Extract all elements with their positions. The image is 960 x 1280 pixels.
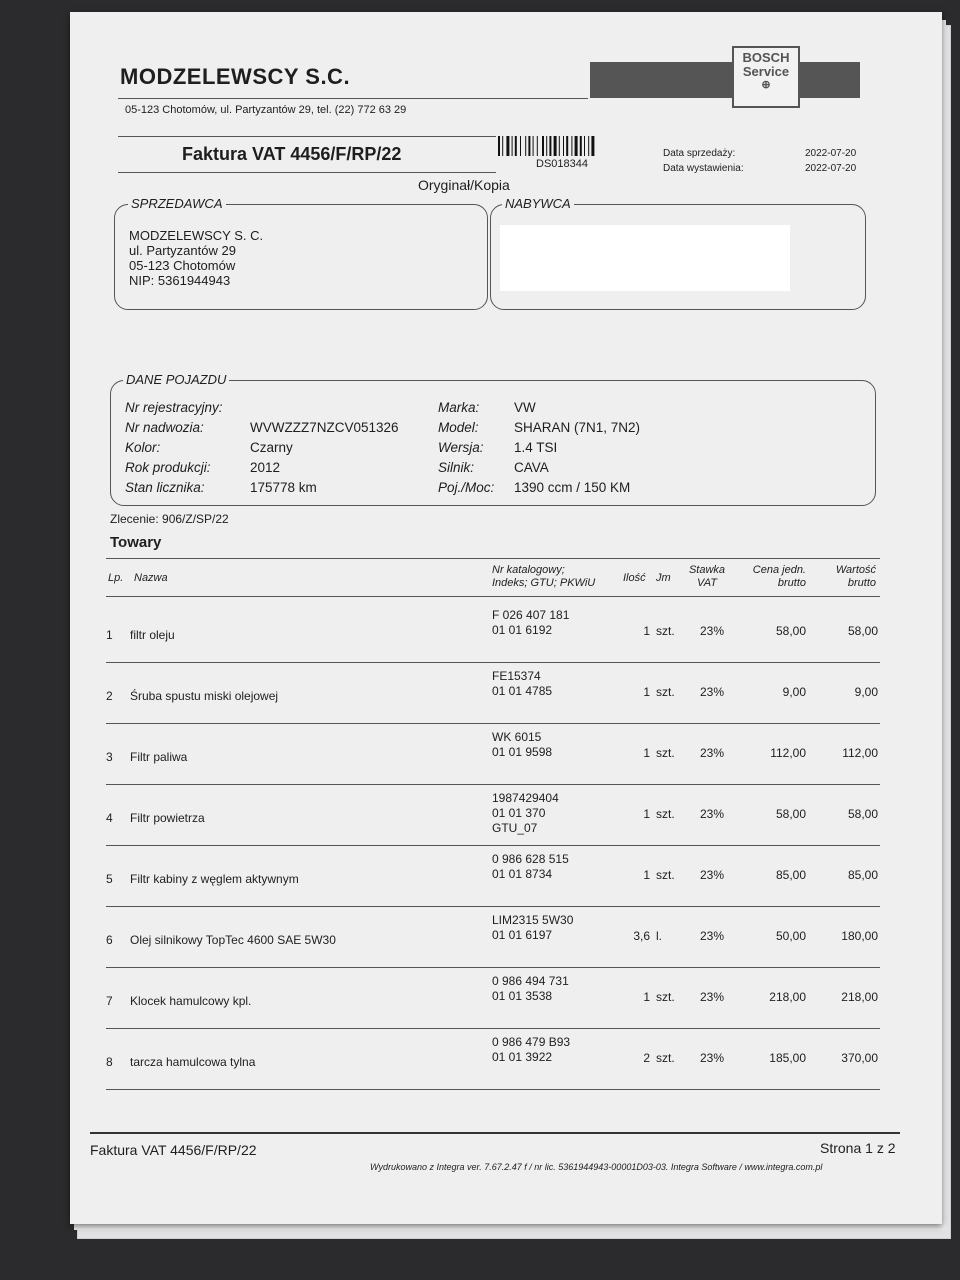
vehicle-right-labels xyxy=(438,398,494,498)
row-value: 370,00 xyxy=(841,1051,878,1065)
vehicle-label-model: Model: xyxy=(438,420,479,435)
row-vat: 23% xyxy=(700,807,725,821)
table-row xyxy=(70,909,942,971)
row-price: 9,00 xyxy=(782,685,806,699)
barcode-bar xyxy=(554,136,557,156)
row-qty: 1 xyxy=(643,746,650,760)
vehicle-label-mileage: Stan licznika: xyxy=(125,480,205,495)
vehicle-label-year: Rok produkcji: xyxy=(125,460,211,475)
vehicle-mileage: 175778 km xyxy=(250,480,317,495)
row-vat: 23% xyxy=(700,1051,725,1065)
row-unit: szt. xyxy=(656,746,675,760)
row-value: 58,00 xyxy=(847,807,878,821)
col-value xyxy=(814,564,876,590)
barcode-bar xyxy=(520,136,521,156)
footer-rule xyxy=(90,1132,900,1134)
row-unit: szt. xyxy=(656,685,675,699)
col-unit: Jm xyxy=(656,572,671,584)
table-row xyxy=(70,1031,942,1093)
barcode-bar xyxy=(498,136,500,156)
row-vat: 23% xyxy=(700,929,725,943)
vehicle-label: DANE POJAZDU xyxy=(123,372,229,387)
seller-label: SPRZEDAWCA xyxy=(128,196,226,211)
table-row xyxy=(70,604,942,666)
barcode-bar xyxy=(580,136,582,156)
header-rule xyxy=(118,98,588,99)
row-catalog-line: LIM2315 5W30 xyxy=(492,913,574,927)
row-value: 85,00 xyxy=(847,868,878,882)
table-header-rule xyxy=(106,596,880,597)
vehicle-label-make: Marka: xyxy=(438,400,480,415)
vehicle-engine: CAVA xyxy=(514,460,549,475)
row-name: Śruba spustu miski olejowej xyxy=(130,689,279,703)
row-value: 218,00 xyxy=(841,990,878,1004)
date-labels xyxy=(663,146,744,176)
row-lp: 3 xyxy=(106,750,113,764)
barcode-bar xyxy=(559,136,560,156)
barcode-bar xyxy=(588,136,589,156)
barcode-bar xyxy=(512,136,513,156)
row-divider xyxy=(106,784,880,785)
row-value: 112,00 xyxy=(842,746,878,760)
row-name: Olej silnikowy TopTec 4600 SAE 5W30 xyxy=(130,933,336,947)
table-row xyxy=(70,726,942,788)
barcode-bar xyxy=(506,136,509,156)
barcode-bar xyxy=(537,136,538,156)
barcode-bar xyxy=(566,136,568,156)
col-value-line2: brutto xyxy=(847,577,876,589)
logo-text-bosch: BOSCH xyxy=(742,50,790,65)
barcode-bar xyxy=(542,136,544,156)
col-name: Nazwa xyxy=(134,572,168,584)
col-lp: Lp. xyxy=(108,572,124,584)
table-row xyxy=(70,787,942,849)
table-top-rule xyxy=(106,558,880,559)
company-address: 05-123 Chotomów, ul. Partyzantów 29, tel. (22) 772 63 29 xyxy=(125,104,407,116)
row-qty: 1 xyxy=(643,685,650,699)
row-lp: 4 xyxy=(106,811,113,825)
buyer-label: NABYWCA xyxy=(502,196,574,211)
seller-street: ul. Partyzantów 29 xyxy=(129,243,236,258)
row-lp: 1 xyxy=(106,628,113,642)
footer-invoice-title: Faktura VAT 4456/F/RP/22 xyxy=(90,1142,257,1158)
barcode xyxy=(498,136,638,156)
vehicle-registration xyxy=(250,398,399,418)
vehicle-make: VW xyxy=(514,400,536,415)
row-catalog-line: WK 6015 xyxy=(492,730,542,744)
barcode-bar xyxy=(546,136,547,156)
row-unit: szt. xyxy=(656,990,675,1004)
title-rule-bottom xyxy=(118,172,496,173)
row-lp: 6 xyxy=(106,933,113,947)
table-row xyxy=(70,848,942,910)
row-name: filtr oleju xyxy=(130,628,175,642)
row-qty: 1 xyxy=(643,624,650,638)
page-number: Strona 1 z 2 xyxy=(820,1140,896,1156)
col-catalog-line1: Nr katalogowy; xyxy=(492,564,565,576)
row-catalog-line: 01 01 4785 xyxy=(492,684,553,698)
logo-band xyxy=(590,62,860,98)
col-price-line1: Cena jedn. xyxy=(752,564,806,576)
barcode-bar xyxy=(525,136,526,156)
row-divider xyxy=(106,845,880,846)
col-price xyxy=(742,564,806,590)
row-catalog-line: FE15374 xyxy=(492,669,541,683)
barcode-number: DS018344 xyxy=(536,158,588,170)
invoice-title: Faktura VAT 4456/F/RP/22 xyxy=(182,144,402,164)
date-values xyxy=(805,146,856,176)
row-unit: szt. xyxy=(656,1051,675,1065)
buyer-redaction xyxy=(500,225,790,291)
row-qty: 1 xyxy=(643,807,650,821)
row-name: Filtr kabiny z węglem aktywnym xyxy=(130,872,299,886)
col-vat xyxy=(682,564,732,590)
barcode-bar xyxy=(571,136,572,156)
barcode-bar xyxy=(563,136,564,156)
seller-details xyxy=(129,228,263,288)
issue-date: 2022-07-20 xyxy=(805,163,857,174)
row-catalog-line: 01 01 6197 xyxy=(492,928,553,942)
row-lp: 7 xyxy=(106,994,113,1008)
row-lp: 5 xyxy=(106,872,113,886)
vehicle-label-capacity: Poj./Moc: xyxy=(438,480,495,495)
row-value: 180,00 xyxy=(841,929,878,943)
row-catalog-line: 01 01 370 xyxy=(492,806,546,820)
row-value: 58,00 xyxy=(847,624,878,638)
col-catalog xyxy=(492,564,595,590)
vehicle-vin: WVWZZZ7NZCV051326 xyxy=(250,420,399,435)
col-vat-line2: VAT xyxy=(697,577,717,589)
row-vat: 23% xyxy=(700,990,725,1004)
vehicle-label-vin: Nr nadwozia: xyxy=(125,420,204,435)
col-value-line1: Wartość xyxy=(835,564,876,576)
row-vat: 23% xyxy=(700,624,725,638)
col-catalog-line2: Indeks; GTU; PKWiU xyxy=(492,577,596,589)
row-catalog-line: 01 01 3922 xyxy=(492,1050,553,1064)
row-price: 112,00 xyxy=(770,746,806,760)
row-price: 50,00 xyxy=(775,929,806,943)
row-unit: szt. xyxy=(656,624,675,638)
vehicle-year: 2012 xyxy=(250,460,281,475)
row-unit: szt. xyxy=(656,868,675,882)
table-row xyxy=(70,970,942,1032)
row-qty: 2 xyxy=(643,1051,650,1065)
printed-by-note: Wydrukowano z Integra ver. 7.67.2.47 f / nr lic. 5361944943-00001D03-03. Integra Software / www.integra.com.pl xyxy=(370,1162,823,1172)
invoice-page xyxy=(70,12,942,1224)
row-catalog-line: 0 986 494 731 xyxy=(492,974,569,988)
company-name: MODZELEWSCY S.C. xyxy=(120,64,351,89)
row-price: 58,00 xyxy=(775,807,806,821)
row-divider xyxy=(106,906,880,907)
row-vat: 23% xyxy=(700,746,725,760)
row-unit: szt. xyxy=(656,807,675,821)
row-vat: 23% xyxy=(700,868,725,882)
row-catalog-line: 0 986 479 B93 xyxy=(492,1035,571,1049)
sale-date: 2022-07-20 xyxy=(805,148,857,159)
barcode-bar xyxy=(528,136,530,156)
row-catalog-line: F 026 407 181 xyxy=(492,608,570,622)
col-qty: Ilość xyxy=(623,572,646,584)
barcode-bar xyxy=(533,136,534,156)
row-divider xyxy=(106,723,880,724)
table-row xyxy=(70,665,942,727)
row-catalog-line: 01 01 3538 xyxy=(492,989,553,1003)
row-qty: 1 xyxy=(643,868,650,882)
sale-date-label: Data sprzedaży: xyxy=(663,148,736,159)
barcode-bar xyxy=(502,136,503,156)
col-vat-line1: Stawka xyxy=(688,564,726,576)
row-value: 9,00 xyxy=(854,685,878,699)
row-catalog-line: 0 986 628 515 xyxy=(492,852,569,866)
row-catalog-line: 1987429404 xyxy=(492,791,559,805)
row-price: 218,00 xyxy=(769,990,806,1004)
row-name: tarcza hamulcowa tylna xyxy=(130,1055,256,1069)
row-vat: 23% xyxy=(700,685,725,699)
barcode-bar xyxy=(591,136,594,156)
row-divider xyxy=(106,662,880,663)
row-catalog-line: 01 01 9598 xyxy=(492,745,553,759)
row-name: Filtr powietrza xyxy=(130,811,205,825)
vehicle-label-version: Wersja: xyxy=(438,440,484,455)
row-unit: l. xyxy=(656,929,662,943)
row-divider xyxy=(106,1089,880,1090)
barcode-bar xyxy=(549,136,551,156)
col-price-line2: brutto xyxy=(777,577,806,589)
seller-name: MODZELEWSCY S. C. xyxy=(129,228,264,243)
row-name: Filtr paliwa xyxy=(130,750,188,764)
row-lp: 8 xyxy=(106,1055,113,1069)
row-price: 58,00 xyxy=(775,624,806,638)
row-lp: 2 xyxy=(106,689,113,703)
logo-text-service: Service xyxy=(742,64,790,79)
vehicle-version: 1.4 TSI xyxy=(514,440,558,455)
vehicle-left-labels xyxy=(125,398,223,498)
row-catalog-line: 01 01 8734 xyxy=(492,867,553,881)
vehicle-model: SHARAN (7N1, 7N2) xyxy=(514,420,641,435)
bosch-emblem-icon: ⊕ xyxy=(761,79,771,91)
vehicle-label-registration: Nr rejestracyjny: xyxy=(125,400,223,415)
vehicle-right-values xyxy=(514,398,640,498)
row-qty: 3,6 xyxy=(633,929,650,943)
barcode-bar xyxy=(515,136,517,156)
copy-label: Oryginał/Kopia xyxy=(418,177,510,193)
row-name: Klocek hamulcowy kpl. xyxy=(130,994,252,1008)
vehicle-left-values xyxy=(250,398,399,498)
row-divider xyxy=(106,1028,880,1029)
row-divider xyxy=(106,967,880,968)
row-price: 85,00 xyxy=(775,868,806,882)
barcode-bar xyxy=(575,136,578,156)
vehicle-label-color: Kolor: xyxy=(125,440,161,455)
goods-title: Towary xyxy=(110,534,162,551)
row-price: 185,00 xyxy=(769,1051,806,1065)
vehicle-color: Czarny xyxy=(250,440,293,455)
seller-nip: NIP: 5361944943 xyxy=(129,273,231,288)
issue-date-label: Data wystawienia: xyxy=(663,163,744,174)
vehicle-label-engine: Silnik: xyxy=(438,460,475,475)
vehicle-capacity: 1390 ccm / 150 KM xyxy=(514,480,631,495)
title-rule-top xyxy=(118,136,496,137)
row-catalog-line: 01 01 6192 xyxy=(492,623,553,637)
barcode-bar xyxy=(584,136,585,156)
bosch-service-logo xyxy=(732,46,800,108)
seller-city: 05-123 Chotomów xyxy=(129,258,236,273)
row-catalog-line: GTU_07 xyxy=(492,821,538,835)
order-number: Zlecenie: 906/Z/SP/22 xyxy=(110,512,229,526)
row-qty: 1 xyxy=(643,990,650,1004)
